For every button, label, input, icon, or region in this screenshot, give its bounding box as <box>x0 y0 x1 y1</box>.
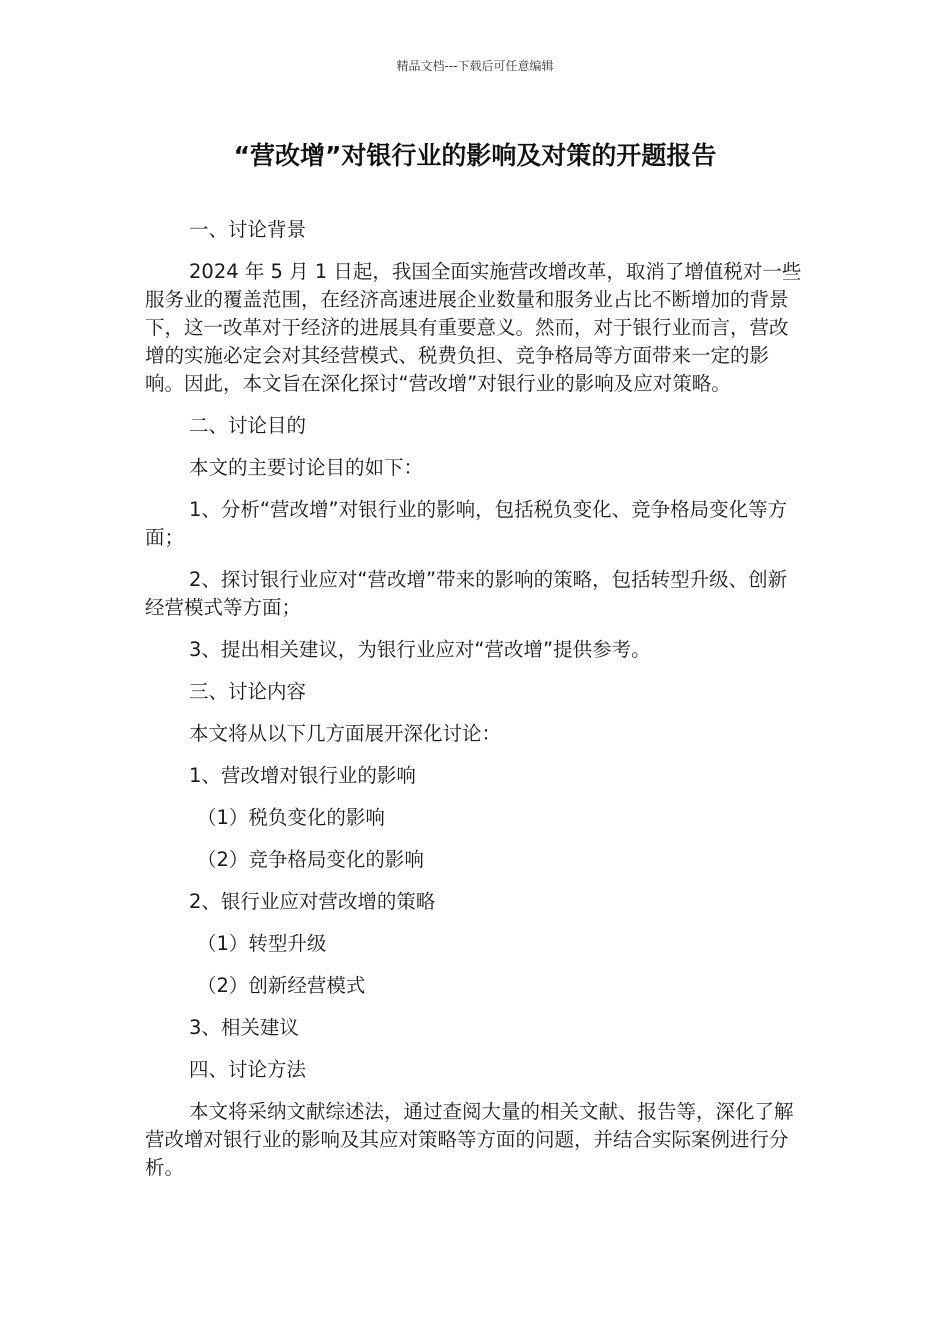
purpose-item-2: 2、探讨银行业应对“营改增”带来的影响的策略，包括转型升级、创新经营模式等方面； <box>145 568 788 619</box>
content-subitem-2-2: （2）创新经营模式 <box>197 974 366 997</box>
background-paragraph: 2024 年 5 月 1 日起，我国全面实施营改增改革，取消了增值税对一些服务业的覆盖范围，在经济高速进展企业数量和服务业占比不断增加的背景下，这一改革对于经济的进展具有重要意义。然而，对于银行业而言，营改增的实施必定会对其经营模式、税费负担、竞争格局等方面带来一定的影响。因此，本文旨在深化探讨“营改增”对银行业的影响及应对策略。 <box>145 260 802 395</box>
document-body <box>145 216 805 1196</box>
section-heading-content: 三、讨论内容 <box>189 680 307 703</box>
content-intro: 本文将从以下几方面展开深化讨论： <box>189 722 502 745</box>
content-item-3: 3、相关建议 <box>189 1016 299 1039</box>
content-subitem-2-1: （1）转型升级 <box>197 932 327 955</box>
content-subitem-1-2: （2）竞争格局变化的影响 <box>197 848 424 871</box>
purpose-intro: 本文的主要讨论目的如下： <box>189 456 424 479</box>
purpose-item-3: 3、提出相关建议，为银行业应对“营改增”提供参考。 <box>189 638 651 661</box>
content-item-2: 2、银行业应对营改增的策略 <box>189 890 436 913</box>
section-heading-method: 四、讨论方法 <box>189 1058 307 1081</box>
purpose-item-1: 1、分析“营改增”对银行业的影响，包括税负变化、竞争格局变化等方面； <box>145 498 788 549</box>
method-paragraph: 本文将采纳文献综述法，通过查阅大量的相关文献、报告等，深化了解营改增对银行业的影响及其应对策略等方面的问题，并结合实际案例进行分析。 <box>145 1100 794 1179</box>
content-subitem-1-1: （1）税负变化的影响 <box>197 806 385 829</box>
section-heading-background: 一、讨论背景 <box>189 218 307 241</box>
document-title: “营改增”对银行业的影响及对策的开题报告 <box>233 141 717 170</box>
page-header-note: 精品文档---下载后可任意编辑 <box>396 59 554 73</box>
content-item-1: 1、营改增对银行业的影响 <box>189 764 416 787</box>
section-heading-purpose: 二、讨论目的 <box>189 414 307 437</box>
